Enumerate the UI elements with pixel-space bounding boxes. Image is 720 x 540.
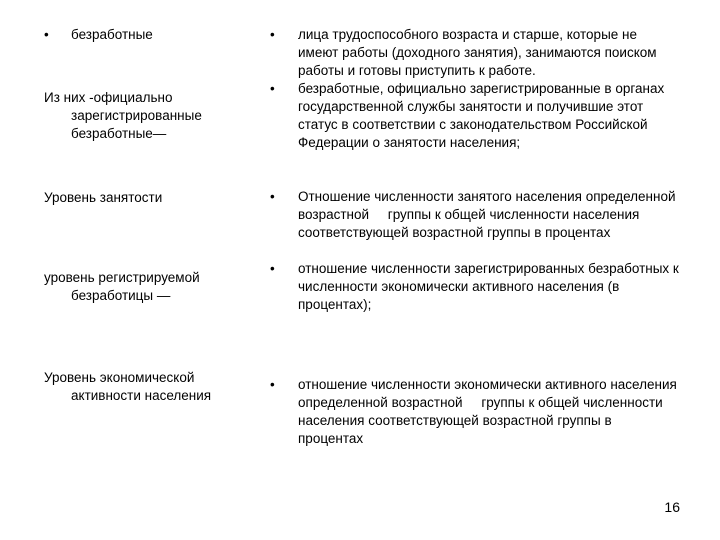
bullet-term-1: • [44,27,49,42]
bullet-def-5: • [270,377,275,392]
term-registered-unemployed: Из них -официально зарегистрированные безработные— [44,90,202,141]
bullet-def-1: • [270,27,275,42]
definition-economic-activity-rate: отношение численности экономически активного населения определенной возрастной группы к общей численности населения соответствующей возрастной группы в процентах [298,377,681,446]
term-registered-unemployment-rate: уровень регистрируемой безработицы — [44,270,200,303]
page-number: 16 [664,499,680,515]
definition-registered-unemployment-rate: отношение численности зарегистрированных безработных к численности экономически активного населения (в процентах); [298,261,679,312]
definition-employment-rate: Отношение численности занятого населения определенной возрастной группы к общей численности населения соответствующей возрастной группы в процентах [298,189,680,240]
bullet-def-4: • [270,261,275,276]
definition-unemployed: лица трудоспособного возраста и старше, которые не имеют работы (доходного занятия), занимаются поиском работы и готовы приступить к работе. [298,27,657,78]
term-unemployed: безработные [71,27,153,42]
term-employment-rate: Уровень занятости [44,190,163,205]
bullet-def-2: • [270,81,275,96]
term-economic-activity-rate: Уровень экономической активности населения [44,370,212,403]
definition-registered-unemployed: безработные, официально зарегистрированные в органах государственной службы занятости и получившие этот статус в соответствии с законодательством Российской Федерации о занятости населения; [298,81,665,150]
bullet-def-3: • [270,189,275,204]
